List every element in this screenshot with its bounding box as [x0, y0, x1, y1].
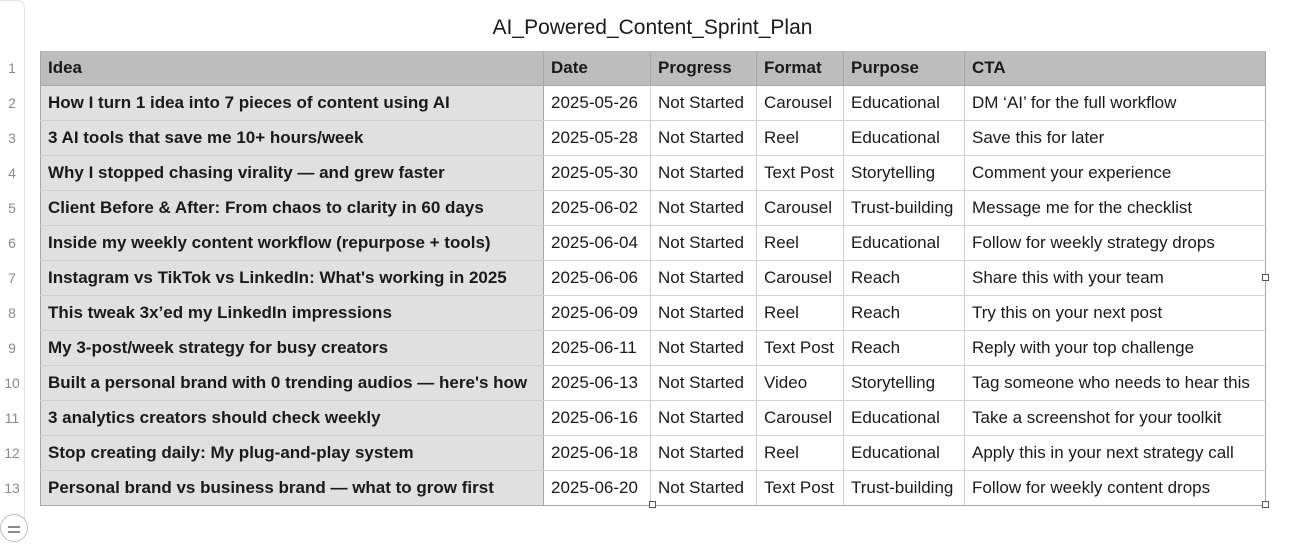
- table-row: [41, 156, 1266, 191]
- table-row: [41, 296, 1266, 331]
- cell-progress[interactable]: Not Started: [651, 226, 757, 261]
- row-number[interactable]: 9: [8, 340, 16, 356]
- cell-idea[interactable]: 3 analytics creators should check weekly: [41, 401, 544, 436]
- cell-cta[interactable]: Comment your experience: [965, 156, 1266, 191]
- row-number[interactable]: 3: [8, 130, 16, 146]
- cell-purpose[interactable]: Educational: [844, 436, 965, 471]
- table-row: [41, 86, 1266, 121]
- cell-format[interactable]: Carousel: [757, 261, 844, 296]
- cell-format[interactable]: Carousel: [757, 86, 844, 121]
- table-row: [41, 401, 1266, 436]
- cell-purpose[interactable]: Educational: [844, 86, 965, 121]
- cell-cta[interactable]: Apply this in your next strategy call: [965, 436, 1266, 471]
- cell-idea[interactable]: 3 AI tools that save me 10+ hours/week: [41, 121, 544, 156]
- cell-purpose[interactable]: Storytelling: [844, 366, 965, 401]
- column-header-cta[interactable]: CTA: [965, 51, 1266, 86]
- cell-idea[interactable]: Client Before & After: From chaos to clarity in 60 days: [41, 191, 544, 226]
- cell-format[interactable]: Text Post: [757, 471, 844, 506]
- cell-date[interactable]: 2025-06-20: [544, 471, 651, 506]
- cell-format[interactable]: Carousel: [757, 401, 844, 436]
- table-row: [41, 121, 1266, 156]
- table-row: [41, 226, 1266, 261]
- cell-progress[interactable]: Not Started: [651, 366, 757, 401]
- cell-idea[interactable]: Inside my weekly content workflow (repurpose + tools): [41, 226, 544, 261]
- cell-purpose[interactable]: Trust-building: [844, 471, 965, 506]
- cell-date[interactable]: 2025-05-28: [544, 121, 651, 156]
- table-body: [41, 86, 1266, 506]
- cell-date[interactable]: 2025-06-16: [544, 401, 651, 436]
- cell-progress[interactable]: Not Started: [651, 156, 757, 191]
- row-number[interactable]: 13: [4, 480, 20, 496]
- cell-idea[interactable]: Built a personal brand with 0 trending audios — here's how: [41, 366, 544, 401]
- cell-idea[interactable]: Why I stopped chasing virality — and grew faster: [41, 156, 544, 191]
- table-row: [41, 436, 1266, 471]
- cell-purpose[interactable]: Educational: [844, 121, 965, 156]
- cell-date[interactable]: 2025-06-06: [544, 261, 651, 296]
- row-number[interactable]: 11: [4, 410, 20, 426]
- row-number[interactable]: 2: [8, 95, 16, 111]
- header-row: [41, 51, 1266, 86]
- cell-cta[interactable]: Share this with your team: [965, 261, 1266, 296]
- cell-cta[interactable]: DM ‘AI’ for the full workflow: [965, 86, 1266, 121]
- cell-progress[interactable]: Not Started: [651, 261, 757, 296]
- cell-purpose[interactable]: Reach: [844, 296, 965, 331]
- cell-format[interactable]: Reel: [757, 436, 844, 471]
- cell-progress[interactable]: Not Started: [651, 86, 757, 121]
- column-header-purpose[interactable]: Purpose: [844, 51, 965, 86]
- table-row: [41, 261, 1266, 296]
- cell-cta[interactable]: Save this for later: [965, 121, 1266, 156]
- cell-progress[interactable]: Not Started: [651, 331, 757, 366]
- cell-progress[interactable]: Not Started: [651, 121, 757, 156]
- row-number[interactable]: 8: [8, 305, 16, 321]
- row-number[interactable]: 12: [4, 445, 20, 461]
- cell-idea[interactable]: How I turn 1 idea into 7 pieces of content using AI: [41, 86, 544, 121]
- cell-cta[interactable]: Reply with your top challenge: [965, 331, 1266, 366]
- table-resize-handle[interactable]: [1262, 501, 1269, 508]
- cell-date[interactable]: 2025-06-09: [544, 296, 651, 331]
- cell-idea[interactable]: Stop creating daily: My plug-and-play system: [41, 436, 544, 471]
- cell-cta[interactable]: Try this on your next post: [965, 296, 1266, 331]
- cell-progress[interactable]: Not Started: [651, 191, 757, 226]
- cell-progress[interactable]: Not Started: [651, 401, 757, 436]
- cell-date[interactable]: 2025-06-11: [544, 331, 651, 366]
- cell-format[interactable]: Text Post: [757, 156, 844, 191]
- cell-format[interactable]: Reel: [757, 121, 844, 156]
- row-number[interactable]: 10: [4, 375, 20, 391]
- cell-progress[interactable]: Not Started: [651, 471, 757, 506]
- row-number[interactable]: 6: [8, 235, 16, 251]
- cell-cta[interactable]: Follow for weekly content drops: [965, 471, 1266, 506]
- cell-progress[interactable]: Not Started: [651, 296, 757, 331]
- cell-date[interactable]: 2025-05-26: [544, 86, 651, 121]
- cell-purpose[interactable]: Reach: [844, 261, 965, 296]
- cell-idea[interactable]: Instagram vs TikTok vs LinkedIn: What's working in 2025: [41, 261, 544, 296]
- cell-purpose[interactable]: Trust-building: [844, 191, 965, 226]
- cell-idea[interactable]: My 3-post/week strategy for busy creators: [41, 331, 544, 366]
- cell-purpose[interactable]: Reach: [844, 331, 965, 366]
- cell-format[interactable]: Reel: [757, 296, 844, 331]
- cell-purpose[interactable]: Educational: [844, 401, 965, 436]
- cell-purpose[interactable]: Storytelling: [844, 156, 965, 191]
- cell-idea[interactable]: Personal brand vs business brand — what to grow first: [41, 471, 544, 506]
- column-resize-handle[interactable]: [1262, 274, 1269, 281]
- cell-date[interactable]: 2025-06-02: [544, 191, 651, 226]
- cell-date[interactable]: 2025-06-04: [544, 226, 651, 261]
- row-number[interactable]: 5: [8, 200, 16, 216]
- table-options-icon[interactable]: [0, 514, 28, 542]
- column-header-progress[interactable]: Progress: [651, 51, 757, 86]
- cell-date[interactable]: 2025-05-30: [544, 156, 651, 191]
- cell-purpose[interactable]: Educational: [844, 226, 965, 261]
- row-resize-handle[interactable]: [649, 501, 656, 508]
- column-header-date[interactable]: Date: [544, 51, 651, 86]
- content-sprint-table[interactable]: [40, 51, 1266, 506]
- column-header-format[interactable]: Format: [757, 51, 844, 86]
- cell-cta[interactable]: Take a screenshot for your toolkit: [965, 401, 1266, 436]
- row-number[interactable]: 7: [8, 270, 16, 286]
- row-number[interactable]: 1: [8, 60, 16, 76]
- cell-format[interactable]: Text Post: [757, 331, 844, 366]
- row-number[interactable]: 4: [8, 165, 16, 181]
- column-header-idea[interactable]: Idea: [41, 51, 544, 86]
- cell-idea[interactable]: This tweak 3x’ed my LinkedIn impressions: [41, 296, 544, 331]
- table-row: [41, 191, 1266, 226]
- cell-format[interactable]: Video: [757, 366, 844, 401]
- cell-progress[interactable]: Not Started: [651, 436, 757, 471]
- cell-cta[interactable]: Message me for the checklist: [965, 191, 1266, 226]
- cell-cta[interactable]: Follow for weekly strategy drops: [965, 226, 1266, 261]
- cell-date[interactable]: 2025-06-13: [544, 366, 651, 401]
- table-row: [41, 331, 1266, 366]
- table-row: [41, 366, 1266, 401]
- cell-format[interactable]: Reel: [757, 226, 844, 261]
- cell-format[interactable]: Carousel: [757, 191, 844, 226]
- cell-cta[interactable]: Tag someone who needs to hear this: [965, 366, 1266, 401]
- table-title[interactable]: AI_Powered_Content_Sprint_Plan: [492, 16, 813, 39]
- cell-date[interactable]: 2025-06-18: [544, 436, 651, 471]
